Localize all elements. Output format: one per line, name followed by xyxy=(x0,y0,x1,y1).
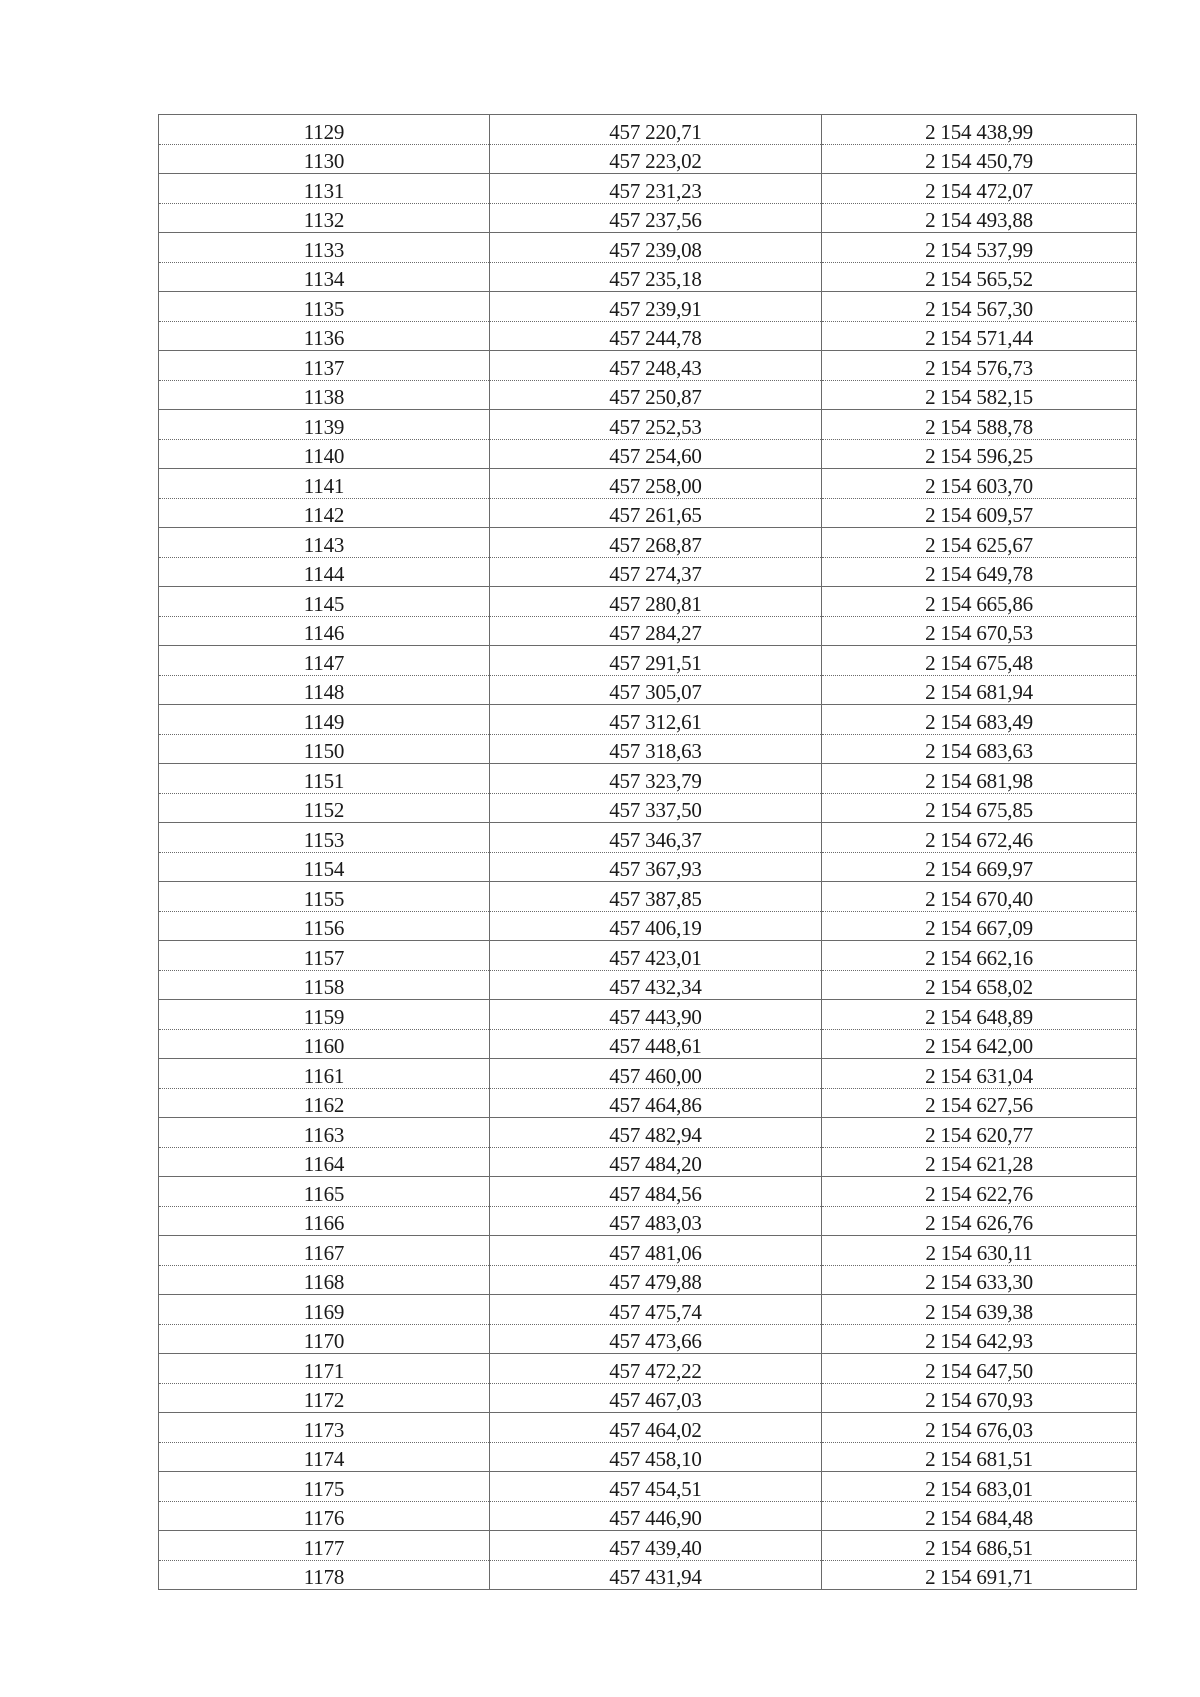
y-coordinate-cell: 2 154 669,97 xyxy=(822,852,1137,882)
point-number-cell: 1131 xyxy=(159,174,490,204)
x-coordinate-cell: 457 473,66 xyxy=(490,1324,822,1354)
y-coordinate-cell: 2 154 658,02 xyxy=(822,970,1137,1000)
point-number-cell: 1162 xyxy=(159,1088,490,1118)
table-row xyxy=(159,528,1137,558)
point-number-cell: 1158 xyxy=(159,970,490,1000)
point-number-cell: 1155 xyxy=(159,882,490,912)
x-coordinate-cell: 457 446,90 xyxy=(490,1501,822,1531)
x-coordinate-cell: 457 318,63 xyxy=(490,734,822,764)
y-coordinate-cell: 2 154 670,93 xyxy=(822,1383,1137,1413)
x-coordinate-cell: 457 483,03 xyxy=(490,1206,822,1236)
x-coordinate-cell: 457 460,00 xyxy=(490,1059,822,1089)
x-coordinate-cell: 457 431,94 xyxy=(490,1560,822,1590)
x-coordinate-cell: 457 472,22 xyxy=(490,1354,822,1384)
table-row xyxy=(159,1265,1137,1295)
table-row xyxy=(159,557,1137,587)
table-row xyxy=(159,705,1137,735)
point-number-cell: 1160 xyxy=(159,1029,490,1059)
table-row xyxy=(159,174,1137,204)
coordinates-table xyxy=(158,114,1137,1590)
y-coordinate-cell: 2 154 588,78 xyxy=(822,410,1137,440)
point-number-cell: 1169 xyxy=(159,1295,490,1325)
x-coordinate-cell: 457 367,93 xyxy=(490,852,822,882)
x-coordinate-cell: 457 323,79 xyxy=(490,764,822,794)
x-coordinate-cell: 457 387,85 xyxy=(490,882,822,912)
x-coordinate-cell: 457 475,74 xyxy=(490,1295,822,1325)
table-row xyxy=(159,233,1137,263)
point-number-cell: 1171 xyxy=(159,1354,490,1384)
x-coordinate-cell: 457 337,50 xyxy=(490,793,822,823)
table-row xyxy=(159,439,1137,469)
point-number-cell: 1140 xyxy=(159,439,490,469)
table-row xyxy=(159,1383,1137,1413)
table-row xyxy=(159,410,1137,440)
table-row xyxy=(159,764,1137,794)
table-row xyxy=(159,1088,1137,1118)
x-coordinate-cell: 457 448,61 xyxy=(490,1029,822,1059)
point-number-cell: 1164 xyxy=(159,1147,490,1177)
table-row xyxy=(159,646,1137,676)
table-row xyxy=(159,1177,1137,1207)
x-coordinate-cell: 457 252,53 xyxy=(490,410,822,440)
y-coordinate-cell: 2 154 567,30 xyxy=(822,292,1137,322)
x-coordinate-cell: 457 223,02 xyxy=(490,144,822,174)
table-row xyxy=(159,1295,1137,1325)
y-coordinate-cell: 2 154 622,76 xyxy=(822,1177,1137,1207)
table-row xyxy=(159,852,1137,882)
point-number-cell: 1135 xyxy=(159,292,490,322)
x-coordinate-cell: 457 258,00 xyxy=(490,469,822,499)
table-row xyxy=(159,144,1137,174)
y-coordinate-cell: 2 154 537,99 xyxy=(822,233,1137,263)
point-number-cell: 1174 xyxy=(159,1442,490,1472)
x-coordinate-cell: 457 261,65 xyxy=(490,498,822,528)
x-coordinate-cell: 457 220,71 xyxy=(490,115,822,145)
x-coordinate-cell: 457 274,37 xyxy=(490,557,822,587)
x-coordinate-cell: 457 231,23 xyxy=(490,174,822,204)
y-coordinate-cell: 2 154 627,56 xyxy=(822,1088,1137,1118)
point-number-cell: 1136 xyxy=(159,321,490,351)
x-coordinate-cell: 457 406,19 xyxy=(490,911,822,941)
x-coordinate-cell: 457 423,01 xyxy=(490,941,822,971)
y-coordinate-cell: 2 154 630,11 xyxy=(822,1236,1137,1266)
point-number-cell: 1166 xyxy=(159,1206,490,1236)
point-number-cell: 1161 xyxy=(159,1059,490,1089)
x-coordinate-cell: 457 248,43 xyxy=(490,351,822,381)
y-coordinate-cell: 2 154 681,51 xyxy=(822,1442,1137,1472)
point-number-cell: 1132 xyxy=(159,203,490,233)
coordinates-table-body xyxy=(159,115,1137,1590)
point-number-cell: 1144 xyxy=(159,557,490,587)
table-row xyxy=(159,1236,1137,1266)
table-row xyxy=(159,734,1137,764)
x-coordinate-cell: 457 432,34 xyxy=(490,970,822,1000)
y-coordinate-cell: 2 154 686,51 xyxy=(822,1531,1137,1561)
x-coordinate-cell: 457 239,08 xyxy=(490,233,822,263)
point-number-cell: 1173 xyxy=(159,1413,490,1443)
x-coordinate-cell: 457 467,03 xyxy=(490,1383,822,1413)
point-number-cell: 1133 xyxy=(159,233,490,263)
point-number-cell: 1152 xyxy=(159,793,490,823)
y-coordinate-cell: 2 154 493,88 xyxy=(822,203,1137,233)
point-number-cell: 1139 xyxy=(159,410,490,440)
table-row xyxy=(159,1000,1137,1030)
point-number-cell: 1156 xyxy=(159,911,490,941)
y-coordinate-cell: 2 154 683,63 xyxy=(822,734,1137,764)
x-coordinate-cell: 457 250,87 xyxy=(490,380,822,410)
x-coordinate-cell: 457 443,90 xyxy=(490,1000,822,1030)
y-coordinate-cell: 2 154 670,40 xyxy=(822,882,1137,912)
y-coordinate-cell: 2 154 438,99 xyxy=(822,115,1137,145)
table-row xyxy=(159,1354,1137,1384)
x-coordinate-cell: 457 254,60 xyxy=(490,439,822,469)
y-coordinate-cell: 2 154 649,78 xyxy=(822,557,1137,587)
table-row xyxy=(159,351,1137,381)
x-coordinate-cell: 457 439,40 xyxy=(490,1531,822,1561)
table-row xyxy=(159,380,1137,410)
x-coordinate-cell: 457 464,02 xyxy=(490,1413,822,1443)
y-coordinate-cell: 2 154 450,79 xyxy=(822,144,1137,174)
y-coordinate-cell: 2 154 675,48 xyxy=(822,646,1137,676)
point-number-cell: 1151 xyxy=(159,764,490,794)
point-number-cell: 1165 xyxy=(159,1177,490,1207)
point-number-cell: 1146 xyxy=(159,616,490,646)
x-coordinate-cell: 457 280,81 xyxy=(490,587,822,617)
table-row xyxy=(159,941,1137,971)
x-coordinate-cell: 457 237,56 xyxy=(490,203,822,233)
y-coordinate-cell: 2 154 576,73 xyxy=(822,351,1137,381)
x-coordinate-cell: 457 464,86 xyxy=(490,1088,822,1118)
point-number-cell: 1137 xyxy=(159,351,490,381)
table-row xyxy=(159,882,1137,912)
y-coordinate-cell: 2 154 472,07 xyxy=(822,174,1137,204)
y-coordinate-cell: 2 154 683,49 xyxy=(822,705,1137,735)
point-number-cell: 1167 xyxy=(159,1236,490,1266)
x-coordinate-cell: 457 479,88 xyxy=(490,1265,822,1295)
point-number-cell: 1149 xyxy=(159,705,490,735)
y-coordinate-cell: 2 154 625,67 xyxy=(822,528,1137,558)
table-row xyxy=(159,616,1137,646)
point-number-cell: 1153 xyxy=(159,823,490,853)
x-coordinate-cell: 457 482,94 xyxy=(490,1118,822,1148)
point-number-cell: 1148 xyxy=(159,675,490,705)
table-row xyxy=(159,1118,1137,1148)
x-coordinate-cell: 457 235,18 xyxy=(490,262,822,292)
y-coordinate-cell: 2 154 684,48 xyxy=(822,1501,1137,1531)
table-row xyxy=(159,1206,1137,1236)
y-coordinate-cell: 2 154 565,52 xyxy=(822,262,1137,292)
y-coordinate-cell: 2 154 647,50 xyxy=(822,1354,1137,1384)
table-row xyxy=(159,970,1137,1000)
x-coordinate-cell: 457 239,91 xyxy=(490,292,822,322)
table-row xyxy=(159,1413,1137,1443)
table-row xyxy=(159,911,1137,941)
point-number-cell: 1177 xyxy=(159,1531,490,1561)
x-coordinate-cell: 457 291,51 xyxy=(490,646,822,676)
table-row xyxy=(159,793,1137,823)
table-row xyxy=(159,1501,1137,1531)
table-row xyxy=(159,1531,1137,1561)
point-number-cell: 1176 xyxy=(159,1501,490,1531)
table-row xyxy=(159,1442,1137,1472)
table-row xyxy=(159,292,1137,322)
y-coordinate-cell: 2 154 620,77 xyxy=(822,1118,1137,1148)
x-coordinate-cell: 457 284,27 xyxy=(490,616,822,646)
point-number-cell: 1134 xyxy=(159,262,490,292)
y-coordinate-cell: 2 154 642,00 xyxy=(822,1029,1137,1059)
y-coordinate-cell: 2 154 665,86 xyxy=(822,587,1137,617)
point-number-cell: 1175 xyxy=(159,1472,490,1502)
point-number-cell: 1129 xyxy=(159,115,490,145)
y-coordinate-cell: 2 154 603,70 xyxy=(822,469,1137,499)
y-coordinate-cell: 2 154 631,04 xyxy=(822,1059,1137,1089)
point-number-cell: 1143 xyxy=(159,528,490,558)
table-row xyxy=(159,1059,1137,1089)
table-row xyxy=(159,321,1137,351)
point-number-cell: 1130 xyxy=(159,144,490,174)
table-row xyxy=(159,262,1137,292)
point-number-cell: 1178 xyxy=(159,1560,490,1590)
table-row xyxy=(159,1560,1137,1590)
table-row xyxy=(159,1147,1137,1177)
y-coordinate-cell: 2 154 639,38 xyxy=(822,1295,1137,1325)
table-row xyxy=(159,498,1137,528)
y-coordinate-cell: 2 154 642,93 xyxy=(822,1324,1137,1354)
x-coordinate-cell: 457 268,87 xyxy=(490,528,822,558)
y-coordinate-cell: 2 154 676,03 xyxy=(822,1413,1137,1443)
table-row xyxy=(159,1472,1137,1502)
y-coordinate-cell: 2 154 648,89 xyxy=(822,1000,1137,1030)
y-coordinate-cell: 2 154 609,57 xyxy=(822,498,1137,528)
table-row xyxy=(159,587,1137,617)
y-coordinate-cell: 2 154 596,25 xyxy=(822,439,1137,469)
x-coordinate-cell: 457 481,06 xyxy=(490,1236,822,1266)
table-row xyxy=(159,823,1137,853)
x-coordinate-cell: 457 305,07 xyxy=(490,675,822,705)
table-row xyxy=(159,469,1137,499)
x-coordinate-cell: 457 484,20 xyxy=(490,1147,822,1177)
point-number-cell: 1145 xyxy=(159,587,490,617)
y-coordinate-cell: 2 154 633,30 xyxy=(822,1265,1137,1295)
y-coordinate-cell: 2 154 672,46 xyxy=(822,823,1137,853)
x-coordinate-cell: 457 458,10 xyxy=(490,1442,822,1472)
point-number-cell: 1170 xyxy=(159,1324,490,1354)
table-row xyxy=(159,1029,1137,1059)
point-number-cell: 1150 xyxy=(159,734,490,764)
y-coordinate-cell: 2 154 621,28 xyxy=(822,1147,1137,1177)
point-number-cell: 1168 xyxy=(159,1265,490,1295)
point-number-cell: 1163 xyxy=(159,1118,490,1148)
y-coordinate-cell: 2 154 675,85 xyxy=(822,793,1137,823)
point-number-cell: 1142 xyxy=(159,498,490,528)
y-coordinate-cell: 2 154 670,53 xyxy=(822,616,1137,646)
y-coordinate-cell: 2 154 667,09 xyxy=(822,911,1137,941)
point-number-cell: 1138 xyxy=(159,380,490,410)
x-coordinate-cell: 457 484,56 xyxy=(490,1177,822,1207)
table-row xyxy=(159,1324,1137,1354)
point-number-cell: 1157 xyxy=(159,941,490,971)
y-coordinate-cell: 2 154 683,01 xyxy=(822,1472,1137,1502)
x-coordinate-cell: 457 244,78 xyxy=(490,321,822,351)
point-number-cell: 1141 xyxy=(159,469,490,499)
y-coordinate-cell: 2 154 681,98 xyxy=(822,764,1137,794)
table-row xyxy=(159,675,1137,705)
y-coordinate-cell: 2 154 662,16 xyxy=(822,941,1137,971)
x-coordinate-cell: 457 454,51 xyxy=(490,1472,822,1502)
point-number-cell: 1147 xyxy=(159,646,490,676)
x-coordinate-cell: 457 312,61 xyxy=(490,705,822,735)
table-row xyxy=(159,115,1137,145)
y-coordinate-cell: 2 154 626,76 xyxy=(822,1206,1137,1236)
y-coordinate-cell: 2 154 582,15 xyxy=(822,380,1137,410)
point-number-cell: 1172 xyxy=(159,1383,490,1413)
y-coordinate-cell: 2 154 571,44 xyxy=(822,321,1137,351)
point-number-cell: 1159 xyxy=(159,1000,490,1030)
table-row xyxy=(159,203,1137,233)
y-coordinate-cell: 2 154 691,71 xyxy=(822,1560,1137,1590)
x-coordinate-cell: 457 346,37 xyxy=(490,823,822,853)
y-coordinate-cell: 2 154 681,94 xyxy=(822,675,1137,705)
point-number-cell: 1154 xyxy=(159,852,490,882)
